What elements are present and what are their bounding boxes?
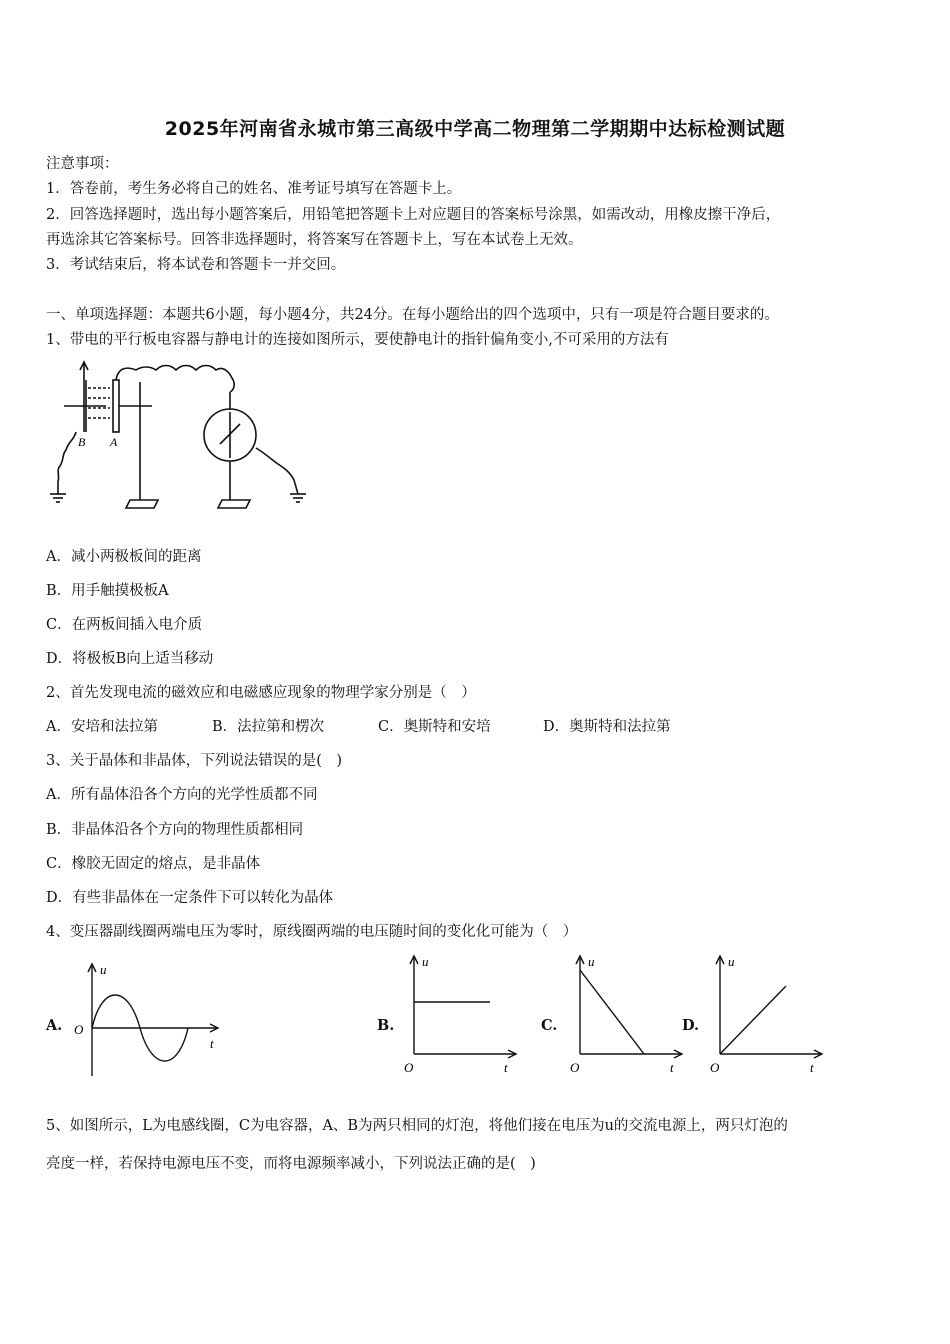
plate-a (113, 380, 119, 432)
notice-item-3: 3．考试结束后，将本试卷和答题卡一并交回。 (46, 257, 346, 273)
label-b: B (78, 435, 86, 449)
q4-option-a-label: A. (46, 1017, 63, 1034)
notice-heading: 注意事项： (46, 156, 119, 172)
notice-item-2b: 再选涂其它答案标号。回答非选择题时，将答案写在答题卡上，写在本试卷上无效。 (46, 232, 583, 248)
decreasing-line (580, 970, 644, 1054)
q1-option-a: A．减小两极板间的距离 (46, 549, 202, 565)
q2-option-a: A．安培和法拉第 (46, 719, 158, 735)
q4-stem: 4、变压器副线圈两端电压为零时，原线圈两端的电压随时间的变化化可能为（ ） (46, 924, 578, 940)
increasing-line (720, 986, 786, 1054)
q1-option-b: B．用手触摸极板A (46, 583, 169, 599)
q4-option-c-label: C. (541, 1017, 558, 1034)
q2-stem: 2、首先发现电流的磁效应和电磁感应现象的物理学家分别是（ ） (46, 685, 476, 701)
svg-text:O: O (570, 1060, 580, 1075)
svg-text:t: t (670, 1060, 674, 1075)
q1-option-c: C．在两板间插入电介质 (46, 617, 203, 633)
svg-text:u: u (422, 954, 429, 969)
section-heading: 一、单项选择题：本题共6小题，每小题4分，共24分。在每小题给出的四个选项中，只有一项是符合题目要求的。 (46, 307, 779, 323)
label-a: A (110, 435, 118, 449)
q4-graph-b (398, 950, 528, 1076)
notice-item-2a: 2．回答选择题时，选出每小题答案后，用铅笔把答题卡上对应题目的答案标号涂黑，如需改动，用橡皮擦干净后， (46, 207, 781, 223)
svg-text:t: t (504, 1060, 508, 1075)
q4-option-b-label: B. (377, 1017, 395, 1034)
stand-base (126, 500, 158, 508)
q1-stem: 1、带电的平行板电容器与静电计的连接如图所示，要使静电计的指针偏角变小,不可采用的方法有 (46, 332, 669, 348)
q4-graph-a (68, 958, 228, 1080)
q5-stem-1: 5、如图所示，L为电感线圈，C为电容器，A、B为两只相同的灯泡，将他们接在电压为u的交流电源上，两只灯泡的 (46, 1118, 788, 1134)
q2-option-c: C．奥斯特和安培 (378, 719, 491, 735)
svg-text:O: O (404, 1060, 414, 1075)
q3-option-c: C．橡胶无固定的熔点，是非晶体 (46, 856, 261, 872)
svg-text:u: u (100, 962, 107, 977)
page-title: 2025年河南省永城市第三高级中学高二物理第二学期期中达标检测试题 (164, 118, 786, 140)
q4-graph-c (564, 950, 690, 1076)
q3-option-b: B．非晶体沿各个方向的物理性质都相同 (46, 822, 304, 838)
q4-option-d-label: D. (682, 1017, 700, 1034)
q3-option-a: A．所有晶体沿各个方向的光学性质都不同 (46, 787, 318, 803)
svg-text:u: u (728, 954, 735, 969)
q3-option-d: D．有些非晶体在一定条件下可以转化为晶体 (46, 890, 334, 906)
svg-text:O: O (74, 1022, 84, 1037)
svg-text:u: u (588, 954, 595, 969)
coiled-wire (116, 366, 234, 393)
q2-option-b: B．法拉第和楞次 (212, 719, 325, 735)
q3-stem: 3、关于晶体和非晶体，下列说法错误的是( ) (46, 753, 343, 769)
q1-option-d: D．将极板B向上适当移动 (46, 651, 214, 667)
capacitor-electrometer-figure (46, 360, 316, 520)
q4-graph-d (704, 950, 830, 1076)
svg-text:t: t (210, 1036, 214, 1051)
q5-stem-2: 亮度一样，若保持电源电压不变，而将电源频率减小，下列说法正确的是( ) (46, 1156, 536, 1172)
notice-item-1: 1．答卷前，考生务必将自己的姓名、准考证号填写在答题卡上。 (46, 181, 462, 197)
svg-text:t: t (810, 1060, 814, 1075)
q2-option-d: D．奥斯特和法拉第 (543, 719, 671, 735)
svg-text:O: O (710, 1060, 720, 1075)
